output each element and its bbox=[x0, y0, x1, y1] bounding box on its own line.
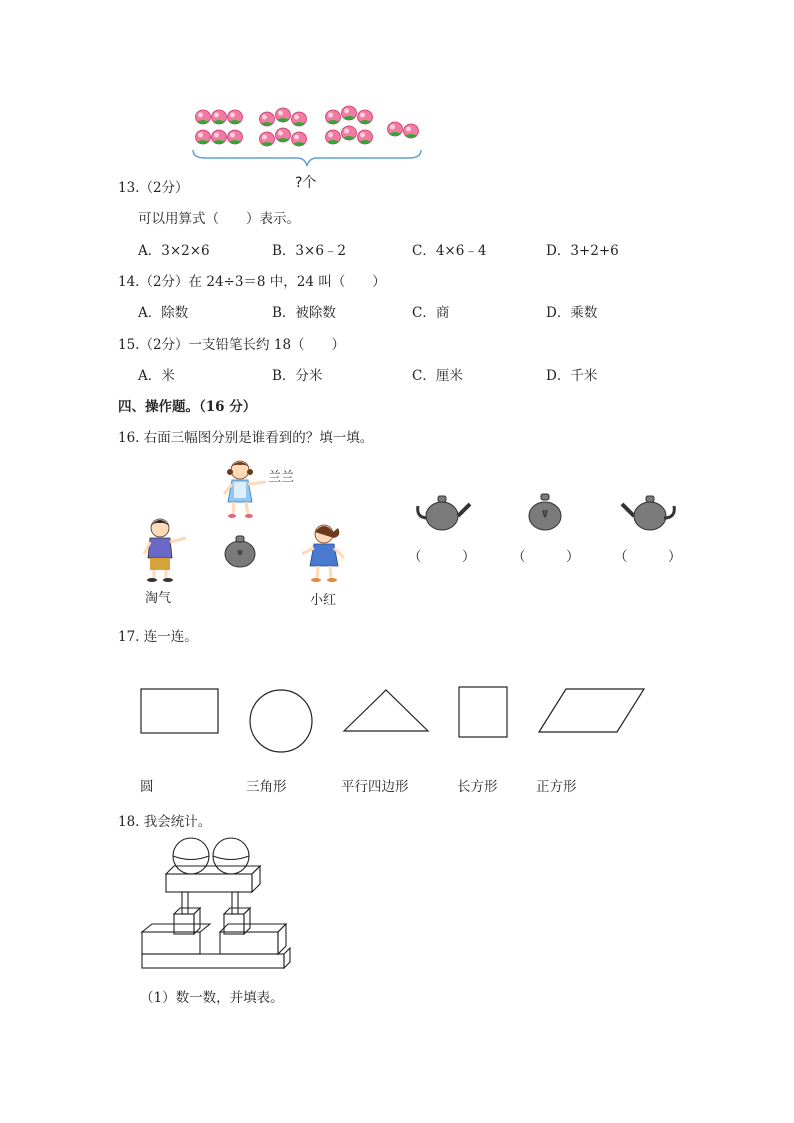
xiaohong-figure bbox=[298, 522, 350, 586]
shape-triangle bbox=[344, 690, 428, 731]
q14-option-d[interactable]: D．乘数 bbox=[546, 305, 598, 321]
taoqi-figure bbox=[140, 514, 192, 584]
q13-option-a[interactable]: A．3×2×6 bbox=[138, 243, 210, 259]
answer-blank-2[interactable]: （ ） bbox=[512, 549, 580, 565]
teapot-view-2-icon bbox=[524, 490, 566, 534]
brace-label: ?个 bbox=[295, 175, 317, 191]
lanlan-figure bbox=[218, 458, 270, 522]
question-15-header: 15.（2分）一支铅笔长约 18（ ） bbox=[118, 337, 346, 353]
q15-option-b[interactable]: B．分米 bbox=[272, 368, 323, 384]
brace bbox=[193, 150, 421, 166]
label-circle[interactable]: 圆 bbox=[140, 779, 154, 795]
shape-rectangle bbox=[141, 689, 218, 733]
question-14-header: 14.（2分）在 24÷3＝8 中，24 叫（ ） bbox=[118, 274, 386, 290]
q14-option-b[interactable]: B．被除数 bbox=[272, 305, 336, 321]
question-18-sub1: （1）数一数，并填表。 bbox=[140, 990, 284, 1006]
label-square[interactable]: 正方形 bbox=[536, 779, 577, 795]
q15-option-d[interactable]: D．千米 bbox=[546, 368, 598, 384]
taoqi-name: 淘气 bbox=[145, 591, 172, 606]
block-figure bbox=[138, 836, 294, 972]
question-17-header: 17. 连一连。 bbox=[118, 629, 198, 645]
shapes-row bbox=[130, 680, 660, 760]
answer-blank-3[interactable]: （ ） bbox=[614, 549, 682, 565]
q13-option-d[interactable]: D．3+2+6 bbox=[546, 243, 619, 259]
shape-circle bbox=[250, 690, 312, 752]
label-parallelogram[interactable]: 平行四边形 bbox=[341, 779, 409, 795]
xiaohong-name: 小红 bbox=[310, 593, 337, 608]
teapot-center-icon bbox=[220, 530, 260, 570]
q14-option-c[interactable]: C．商 bbox=[412, 305, 450, 321]
label-rectangle[interactable]: 长方形 bbox=[457, 779, 498, 795]
q15-option-a[interactable]: A．米 bbox=[138, 368, 175, 384]
teapot-view-1-icon bbox=[414, 492, 472, 534]
label-triangle[interactable]: 三角形 bbox=[246, 779, 287, 795]
shape-square bbox=[459, 687, 507, 737]
lanlan-name: 兰兰 bbox=[268, 470, 295, 485]
q13-option-b[interactable]: B．3×6﹣2 bbox=[272, 243, 346, 259]
teapot-view-3-icon bbox=[620, 492, 678, 534]
answer-blank-1[interactable]: （ ） bbox=[408, 549, 476, 565]
question-13-prompt: 可以用算式（ ）表示。 bbox=[138, 211, 300, 227]
question-18-header: 18. 我会统计。 bbox=[118, 814, 212, 830]
shape-parallelogram bbox=[539, 689, 644, 732]
q14-option-a[interactable]: A．除数 bbox=[138, 305, 189, 321]
q13-option-c[interactable]: C．4×6﹣4 bbox=[412, 243, 487, 259]
question-13-header: 13.（2分） bbox=[118, 180, 189, 196]
question-16-header: 16. 右面三幅图分别是谁看到的？填一填。 bbox=[118, 430, 374, 446]
section-4-title: 四、操作题。（16 分） bbox=[118, 399, 257, 415]
q15-option-c[interactable]: C．厘米 bbox=[412, 368, 463, 384]
